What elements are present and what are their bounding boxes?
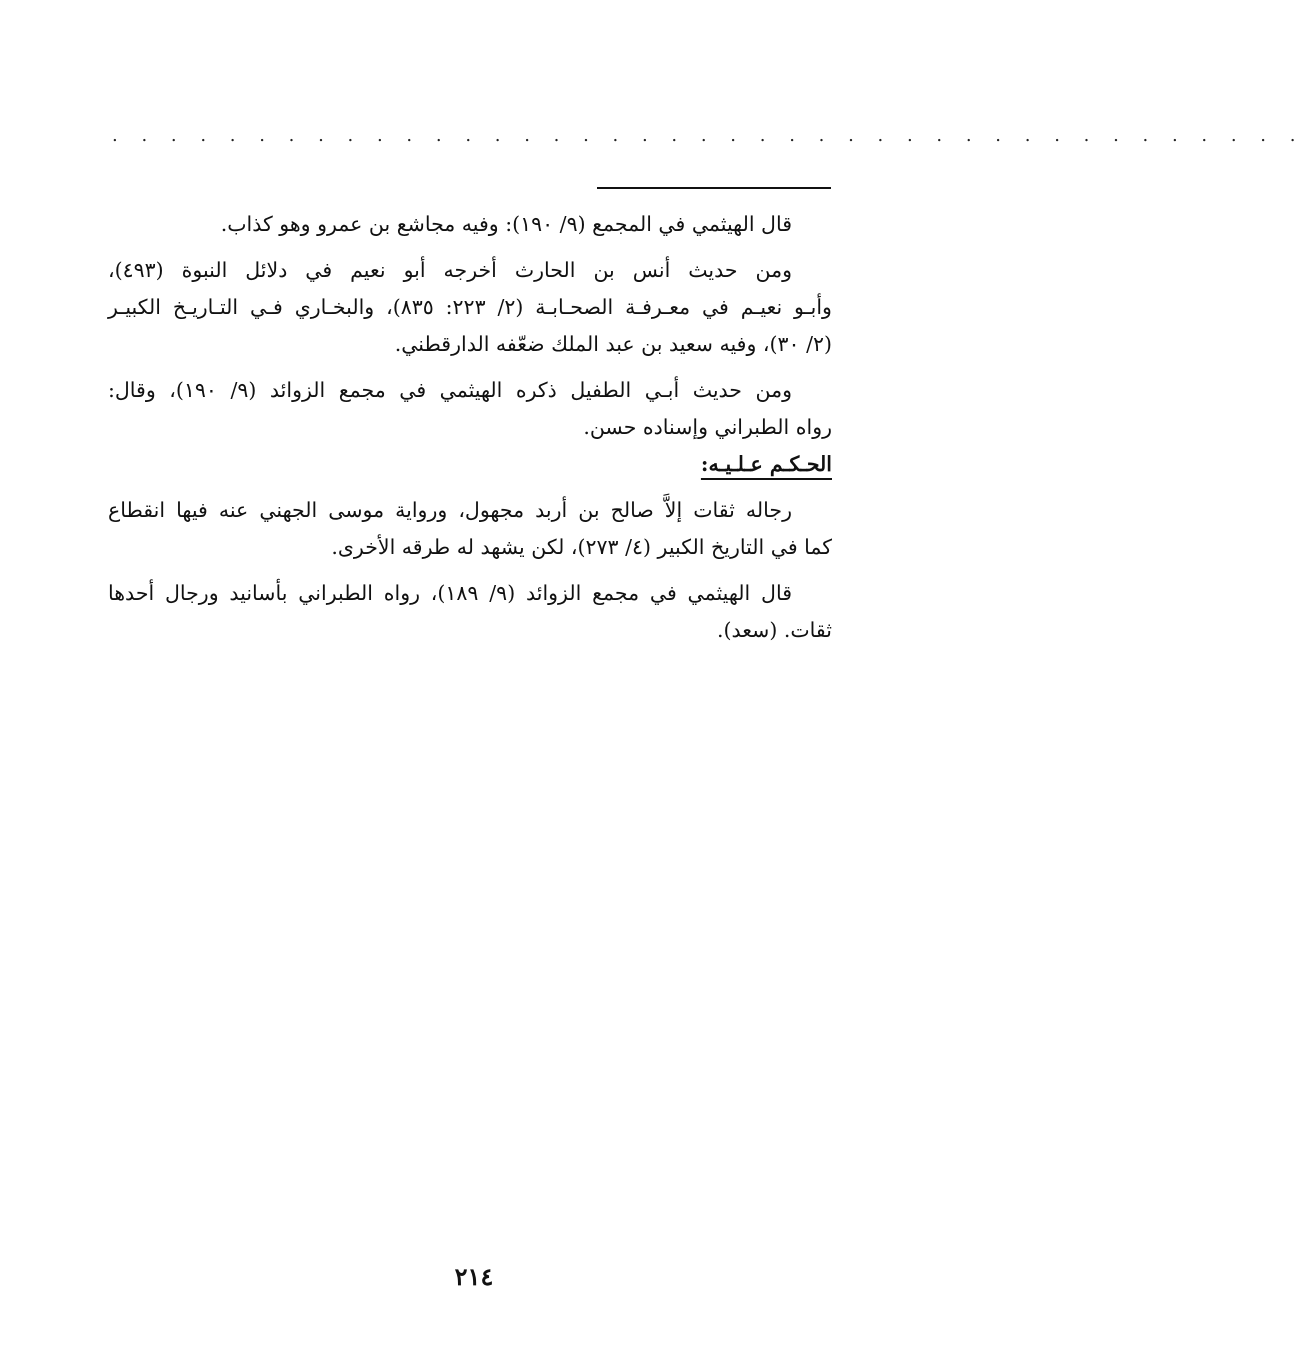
text-line: ثقات. (سعد). — [717, 618, 832, 642]
judgment-heading — [108, 446, 832, 483]
page-number: ٢١٤ — [454, 1262, 494, 1291]
footnote-rule — [597, 187, 831, 189]
text-line: (٢/ ٣٠)، وفيه سعيد بن عبد الملك ضعّفه الدارقطني. — [394, 332, 832, 356]
text-line: ومن حديث أنس بن الحارث أخرجه أبو نعيم في دلائل النبوة (٤٩٣)، — [108, 258, 792, 282]
text-line: كما في التاريخ الكبير (٤/ ٢٧٣)، لكن يشهد له طرقه الأخرى. — [331, 535, 832, 559]
text-line: ومن حديث أبـي الطفيل ذكره الهيثمي في مجمع الزوائد (٩/ ١٩٠)، وقال: — [108, 378, 792, 402]
text-line: قال الهيثمي في مجمع الزوائد (٩/ ١٨٩)، رواه الطبراني بأسانيد ورجال أحدها — [108, 581, 792, 605]
text-line: وأبـو نعيـم في معـرفـة الصحـابـة (٢/ ٢٢٣: ٨٣٥)، والبخـاري فـي التـاريـخ الكبيـر — [108, 295, 832, 319]
paragraph-2 — [108, 252, 832, 363]
paragraph-3 — [108, 372, 832, 446]
text-line: قال الهيثمي في المجمع (٩/ ١٩٠): وفيه مجاشع بن عمرو وهو كذاب. — [220, 212, 792, 236]
text-line: رجاله ثقات إلاَّ صالح بن أربد مجهول، ورواية موسى الجهني عنه فيها انقطاع — [108, 498, 792, 522]
dotted-separator: . . . . . . . . . . . . . . . . . . . . . . . . . . . . . . . . . . . . . . . . . — [112, 125, 1304, 146]
heading-text: الحـكـم عـلـيـه: — [700, 452, 832, 476]
judgment-paragraph-1 — [108, 492, 832, 566]
judgment-paragraph-2 — [108, 575, 832, 649]
paragraph-1 — [108, 206, 832, 243]
text-line: رواه الطبراني وإسناده حسن. — [583, 415, 832, 439]
body-text — [108, 206, 832, 649]
